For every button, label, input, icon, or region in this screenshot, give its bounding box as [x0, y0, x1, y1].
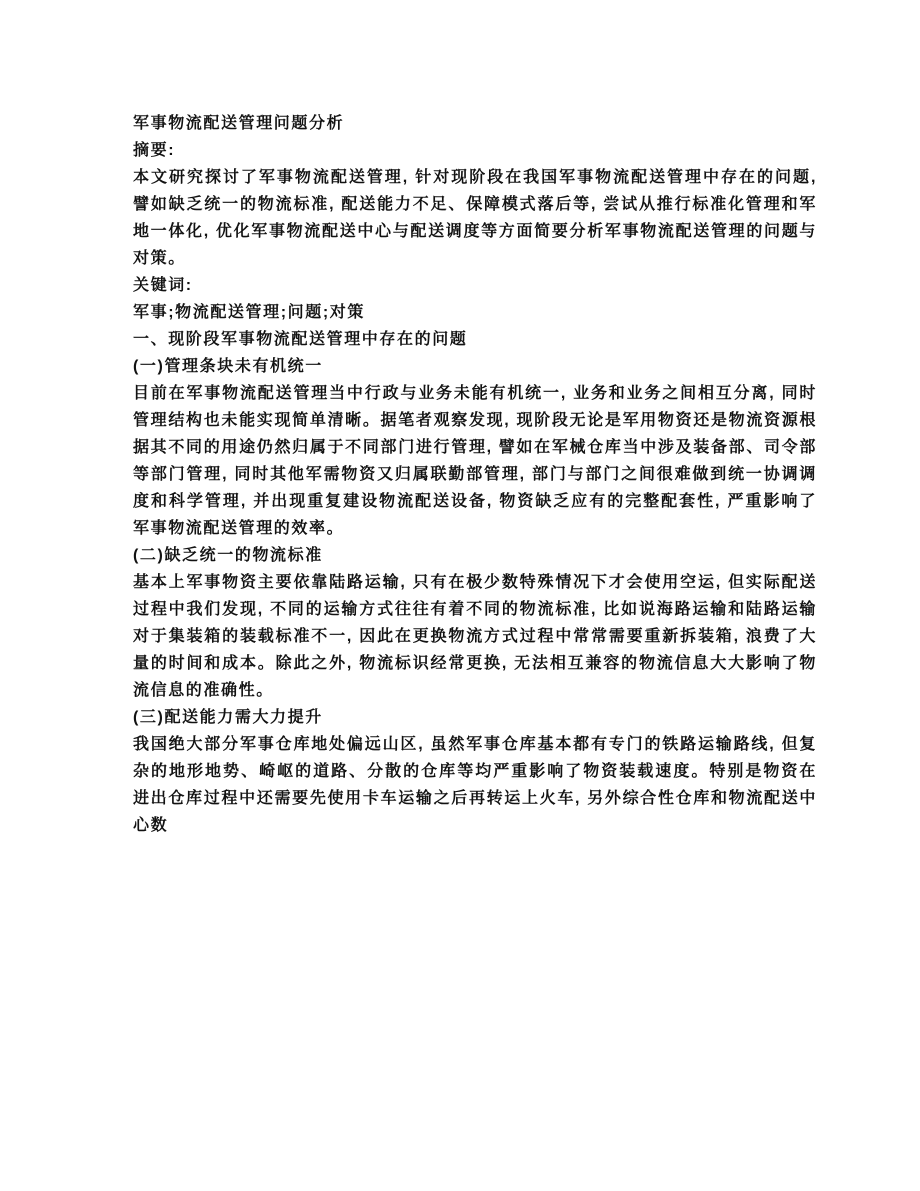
document-title: 军事物流配送管理问题分析 [133, 115, 345, 132]
subsection-2-heading: (二)缺乏统一的物流标准 [133, 547, 323, 564]
subsection-1-heading: (一)管理条块未有机统一 [133, 358, 323, 375]
subsection-3-paragraph: 我国绝大部分军事仓库地处偏远山区, 虽然军事仓库基本都有专门的铁路运输路线, 但复杂的地形地势、崎岖的道路、分散的仓库等均严重影响了物资装载速度。特别是物资在进出仓库过程中还需要先使用卡车运输之后再转运上火车, 另外综合性仓库和物流配送中心数 [133, 736, 817, 834]
section-1-heading: 一、现阶段军事物流配送管理中存在的问题 [133, 331, 468, 348]
abstract-text: 本文研究探讨了军事物流配送管理, 针对现阶段在我国军事物流配送管理中存在的问题, 譬如缺乏统一的物流标准, 配送能力不足、保障模式落后等, 尝试从推行标准化管理和军地一体化, 优化军事物流配送中心与配送调度等方面简要分析军事物流配送管理的问题与对策。 [133, 169, 817, 267]
abstract-label: 摘要: [133, 142, 176, 159]
keywords-text: 军事;物流配送管理;问题;对策 [133, 304, 365, 321]
keywords-label: 关键词: [133, 277, 193, 294]
subsection-1-paragraph: 目前在军事物流配送管理当中行政与业务未能有机统一, 业务和业务之间相互分离, 同时管理结构也未能实现简单清晰。据笔者观察发现, 现阶段无论是军用物资还是物流资源根据其不同的用途仍然归属于不同部门进行管理, 譬如在军械仓库当中涉及装备部、司令部等部门管理, 同时其他军需物资又归属联勤部管理, 部门与部门之间很难做到统一协调调度和科学管理, 并出现重复建设物流配送设备, 物资缺乏应有的完整配套性, 严重影响了军事物流配送管理的效率。 [133, 385, 817, 537]
subsection-2-paragraph: 基本上军事物资主要依靠陆路运输, 只有在极少数特殊情况下才会使用空运, 但实际配送过程中我们发现, 不同的运输方式往往有着不同的物流标准, 比如说海路运输和陆路运输对于集装箱的装载标准不一, 因此在更换物流方式过程中常常需要重新拆装箱, 浪费了大量的时间和成本。除此之外, 物流标识经常更换, 无法相互兼容的物流信息大大影响了物流信息的准确性。 [133, 574, 817, 699]
subsection-3-heading: (三)配送能力需大力提升 [133, 709, 323, 726]
